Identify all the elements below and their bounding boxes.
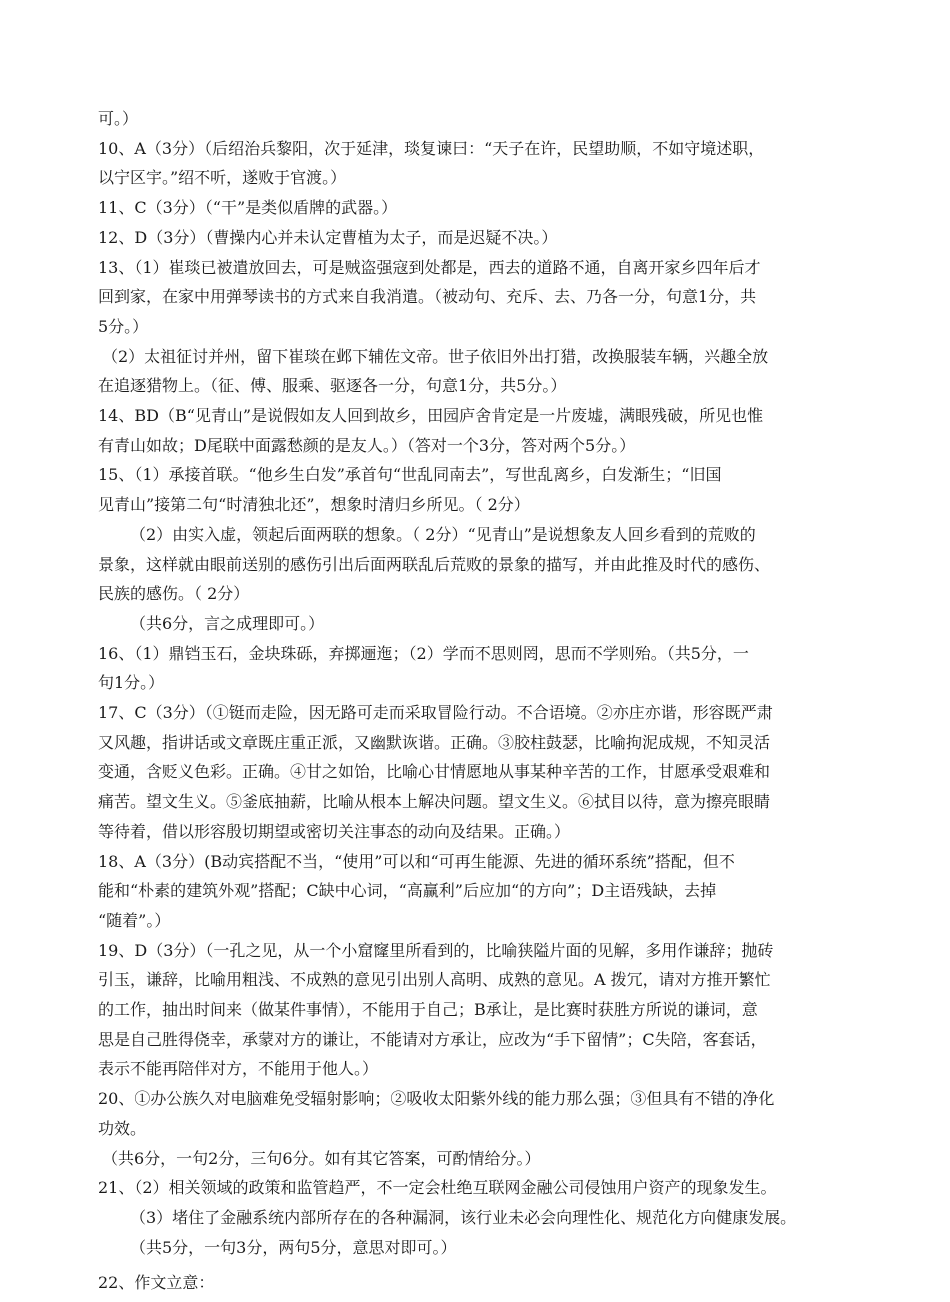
text-line: 见青山”接第二句“时清独北还”，想象时清归乡所见。（ 2分） bbox=[98, 495, 530, 514]
text-line: 以宁区宇。”绍不听，遂败于官渡。） bbox=[98, 168, 347, 187]
text-line: （2）太祖征讨并州，留下崔琰在邺下辅佐文帝。世子依旧外出打猎，改换服装车辆，兴趣全放 bbox=[102, 347, 769, 366]
text-line: 痛苦。望文生义。⑤釜底抽薪，比喻从根本上解决问题。望文生义。⑥拭目以待，意为擦亮眼睛 bbox=[98, 792, 771, 811]
text-line: 等待着，借以形容殷切期望或密切关注事态的动向及结果。正确。） bbox=[98, 822, 571, 841]
text-line: 句1分。） bbox=[98, 673, 165, 692]
text-line: “随着”。） bbox=[98, 911, 171, 930]
text-line: 功效。 bbox=[98, 1119, 147, 1138]
text-line: 引玉，谦辞，比喻用粗浅、不成熟的意见引出别人高明、成熟的意见。A 拨冗，请对方推开繁忙 bbox=[98, 970, 771, 989]
text-line: （共5分，一句3分，两句5分，意思对即可。） bbox=[130, 1238, 457, 1257]
text-line: （共6分，一句2分，三句6分。如有其它答案，可酌情给分。） bbox=[102, 1149, 541, 1168]
text-line: 表示不能再陪伴对方，不能用于他人。） bbox=[98, 1059, 379, 1078]
text-line: 20、①办公族久对电脑难免受辐射影响；②吸收太阳紫外线的能力那么强；③但具有不错的净化 bbox=[98, 1089, 775, 1108]
text-line: （共6分，言之成理即可。） bbox=[130, 614, 325, 633]
text-line: 16、（1）鼎铛玉石，金块珠砾，弃掷逦迤；（2）学而不思则罔，思而不学则殆。（共5分，一 bbox=[98, 644, 749, 663]
text-line: 又风趣，指讲话或文章既庄重正派，又幽默诙谐。正确。③胶柱鼓瑟，比喻拘泥成规，不知灵活 bbox=[98, 733, 771, 752]
text-line: 12、D（3分）（曹操内心并未认定曹植为太子，而是迟疑不决。） bbox=[98, 228, 558, 247]
text-line: 变通，含贬义色彩。正确。④甘之如饴，比喻心甘情愿地从事某种辛苦的工作，甘愿承受艰难和 bbox=[98, 762, 771, 781]
text-line: 有青山如故；D尾联中面露愁颜的是友人。）（答对一个3分，答对两个5分。） bbox=[98, 436, 636, 455]
text-line: 13、（1）崔琰已被遣放回去，可是贼盗强寇到处都是，西去的道路不通，自离开家乡四年后才 bbox=[98, 258, 761, 277]
text-line: 17、C（3分）（①铤而走险，因无路可走而采取冒险行动。不合语境。②亦庄亦谐，形容既严肃 bbox=[98, 703, 773, 722]
text-line: 在追逐猎物上。（征、傅、服乘、驱逐各一分，句意1分，共5分。） bbox=[98, 376, 567, 395]
text-line: 能和“朴素的建筑外观”搭配；C缺中心词，“高赢利”后应加“的方向”；D主语残缺，去掉 bbox=[98, 881, 717, 900]
text-line: 14、BD（B“见青山”是说假如友人回到故乡，田园庐舍肯定是一片废墟，满眼残破，所见也惟 bbox=[98, 406, 764, 425]
text-line: （2）由实入虚，领起后面两联的想象。（ 2分）“见青山”是说想象友人回乡看到的荒败的 bbox=[130, 525, 756, 544]
text-line: 景象，这样就由眼前送别的感伤引出后面两联乱后荒败的景象的描写，并由此推及时代的感伤、 bbox=[98, 555, 771, 574]
text-line: 5分。） bbox=[98, 317, 149, 336]
text-line: 19、D（3分）（一孔之见，从一个小窟窿里所看到的，比喻狭隘片面的见解，多用作谦辞；抛砖 bbox=[98, 941, 774, 960]
text-line: 思是自己胜得侥幸，承蒙对方的谦让，不能请对方承让，应改为“手下留情”；C失陪，客套话， bbox=[98, 1030, 767, 1049]
text-line: 18、A（3分）(B动宾搭配不当，“使用”可以和“可再生能源、先进的循环系统”搭配，但不 bbox=[98, 852, 735, 871]
text-line: （3）堵住了金融系统内部所存在的各种漏洞，该行业未必会向理性化、规范化方向健康发展。 bbox=[130, 1208, 797, 1227]
text-line: 22、作文立意： bbox=[98, 1273, 215, 1292]
text-line: 15、（1）承接首联。“他乡生白发”承首句“世乱同南去”，写世乱离乡，白发渐生；“旧国 bbox=[98, 465, 722, 484]
text-line: 11、C（3分）（“干”是类似盾牌的武器。） bbox=[98, 198, 398, 217]
text-line: 回到家，在家中用弹琴读书的方式来自我消遣。（被动句、充斥、去、乃各一分，句意1分，共 bbox=[98, 287, 757, 306]
text-line: 21、（2）相关领域的政策和监管趋严，不一定会杜绝互联网金融公司侵蚀用户资产的现象发生。 bbox=[98, 1178, 777, 1197]
text-line: 的工作，抽出时间来（做某件事情），不能用于自己；B承让，是比赛时获胜方所说的谦词，意 bbox=[98, 1000, 758, 1019]
text-line: 民族的感伤。（ 2分） bbox=[98, 584, 250, 603]
text-line: 可。） bbox=[98, 109, 139, 128]
text-line: 10、A（3分）（后绍治兵黎阳，次于延津，琰复谏曰：“天子在许，民望助顺，不如守境述职， bbox=[98, 139, 765, 158]
